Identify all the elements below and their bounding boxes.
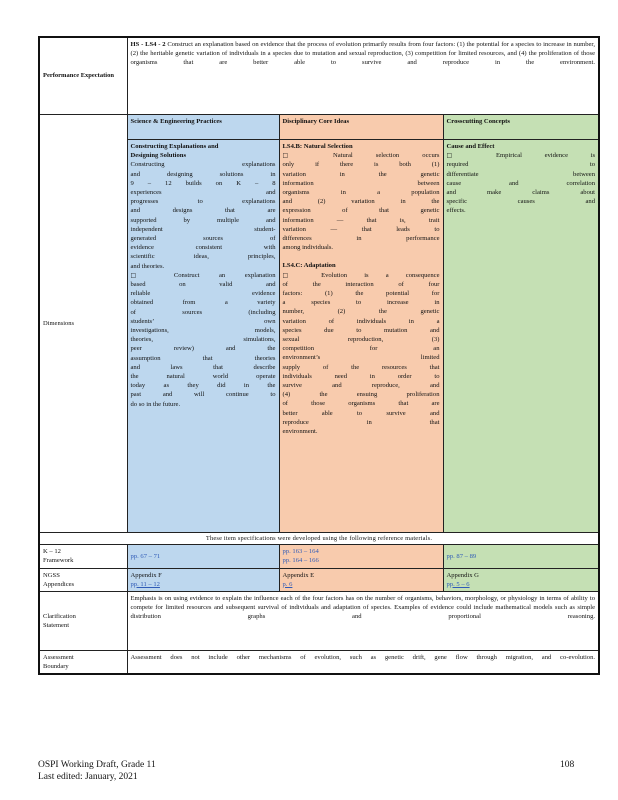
ccc-line: effects. (446, 207, 466, 215)
sep-text-line: evidence consistent with (130, 244, 276, 252)
sep-text-line: and designs that are (130, 207, 276, 215)
footer-edited-date: Last edited: January, 2021 (38, 771, 138, 782)
pe-statement: Construct an explanation based on evidence that the process of evolution primarily results from four factors: (1) the potential for a species to increase in number, (2) the heritable genetic variation of individuals in a species due to mutation and sexual reproduction, (3) competition for limited resources, and (4) the proliferation of those organisms that are better able to survive and reproduce in the environment. (130, 41, 596, 67)
dci-ls4c-line: a species to increase in (282, 299, 440, 307)
ngss-dci-ref-link[interactable]: p. 6 (282, 580, 293, 588)
dci-ls4c-line: of those organisms that are (282, 400, 440, 408)
k12-label-line: K – 12 (43, 548, 61, 556)
ngss-ccc (443, 568, 599, 591)
dci-ls4c-line: reproduce in that (282, 418, 440, 426)
sep-bullet-line: students’ own (130, 317, 276, 325)
ngss-ccc-appendix: Appendix G (446, 571, 479, 579)
sep-text-line: Constructing explanations (130, 161, 276, 169)
dci-ls4b-line: and (2) variation in the (282, 198, 440, 206)
ngss-sep-appendix: Appendix F (130, 571, 162, 579)
k12-dci-ref[interactable]: pp. 163 – 164 (282, 548, 319, 556)
sep-header: Science & Engineering Practices (127, 115, 279, 140)
dci-ls4c-line: (4) the ensuing proliferation (282, 391, 440, 399)
sep-title: Constructing Explanations and (130, 143, 219, 150)
dci-ls4b-line: organisms in a population (282, 189, 440, 197)
ccc-body (443, 140, 599, 533)
assessment-text: Assessment does not include other mechanisms of evolution, such as genetic drift, gene flow through migration, and co-evolution. (127, 651, 599, 675)
ngss-dci-appendix: Appendix E (282, 571, 315, 579)
dci-ls4c-line: factors: (1) the potential for (282, 290, 440, 298)
k12-sep-ref-text[interactable]: pp. 67 – 71 (130, 552, 161, 560)
sep-bullet-line: □ Construct an explanation (130, 271, 276, 279)
clarification-label-line: Statement (43, 622, 69, 630)
ccc-line: and make claims about (446, 189, 596, 197)
clarification-label-line: Clarification (43, 612, 76, 620)
k12-label (39, 545, 127, 568)
dci-ls4b-title: LS4.B: Natural Selection (282, 143, 353, 150)
dci-ls4c-line: survive and reproduce, and (282, 382, 440, 390)
sep-bullet-line: peer review) and the (130, 345, 276, 353)
ccc-line: required to (446, 161, 596, 169)
assessment-row (39, 651, 599, 675)
sep-bullet-line: today as they did in the (130, 382, 276, 390)
sep-bullet-line: obtained from a variety (130, 299, 276, 307)
dci-ls4c-line: species due to mutation and (282, 326, 440, 334)
k12-dci-refs (279, 545, 443, 568)
dci-ls4b-line: information — that is, trait (282, 216, 440, 224)
dci-ls4c-line: better able to survive and (282, 409, 440, 417)
sep-bullet-line: of sources (including (130, 308, 276, 316)
assessment-label-line: Assessment (43, 654, 74, 662)
dci-ls4b-line: variation — that leads to (282, 225, 440, 233)
dci-ls4c-line: competition for an (282, 345, 440, 353)
ccc-line: specific causes and (446, 198, 596, 206)
sep-bullet-line: investigations, models, (130, 327, 276, 335)
ngss-label (39, 568, 127, 591)
ngss-label-line: Appendices (43, 580, 75, 588)
k12-row (39, 545, 599, 568)
pe-row (39, 37, 599, 115)
dci-ls4c-line: individuals need in order to (282, 372, 440, 380)
sep-body (127, 140, 279, 533)
dci-body (279, 140, 443, 533)
dci-ls4c-line: □ Evolution is a consequence (282, 271, 440, 279)
sep-text-line: independent student- (130, 225, 276, 233)
sep-bullet-line: based on valid and (130, 281, 276, 289)
sep-title: Designing Solutions (130, 152, 187, 160)
dci-ls4b-line: only if there is both (1) (282, 161, 440, 169)
ccc-line: differentiate between (446, 170, 596, 178)
dimension-headers (39, 115, 599, 140)
sep-bullet-line: assumption that theories (130, 354, 276, 362)
page-number: 108 (560, 760, 575, 770)
dci-ls4b-line: information between (282, 179, 440, 187)
clarification-row (39, 592, 599, 651)
pe-code: HS - LS4 - 2 (130, 41, 166, 48)
dci-ls4c-line: environment. (282, 428, 318, 436)
dci-ls4c-line: supply of the resources that (282, 363, 440, 371)
sep-bullet-line: and laws that describe (130, 363, 276, 371)
square-bullet-icon: □ (130, 271, 174, 279)
ngss-ccc-ref-link[interactable]: pp. 5 – 6 (446, 580, 470, 588)
dci-ls4b-text (283, 151, 440, 252)
dci-ls4c-title: LS4.C: Adaptation (282, 262, 336, 270)
ccc-line: □ Empirical evidence is (446, 152, 596, 160)
k12-sep-ref[interactable] (127, 545, 279, 568)
clarification-label (39, 592, 127, 651)
sep-text-line: 9 – 12 builds on K – 8 (130, 179, 276, 187)
dci-ls4c-line: sexual reproduction, (3) (282, 336, 440, 344)
sep-text-line: generated sources of (130, 235, 276, 243)
k12-label-line: Framework (43, 557, 74, 565)
page-footer (38, 760, 156, 783)
ngss-dci (279, 568, 443, 591)
sep-bullet-line: do so in the future. (130, 400, 181, 408)
sep-bullet-line: the natural world operate (130, 373, 276, 381)
sep-bullet-line: past and will continue to (130, 391, 276, 399)
item-specification-table (38, 36, 600, 675)
dci-ls4b-line: variation in the genetic (282, 170, 440, 178)
dci-ls4b-line: differences in performance (282, 235, 440, 243)
reference-intro-row (39, 533, 599, 545)
sep-text-line: and designing solutions in (130, 170, 276, 178)
k12-ccc-ref-text[interactable]: pp. 87 – 89 (446, 552, 477, 560)
ngss-row (39, 568, 599, 591)
sep-text-line: experiences and (130, 189, 276, 197)
dci-ls4c-line: environment’s limited (282, 354, 440, 362)
assessment-label (39, 651, 127, 675)
ngss-sep-ref-link[interactable]: pp. 11 – 12 (130, 580, 160, 588)
sep-text-line: progresses to explanations (130, 198, 276, 206)
ccc-text (447, 151, 596, 215)
ccc-header: Crosscutting Concepts (443, 115, 599, 140)
dci-ls4c-line: variation of individuals in a (282, 317, 440, 325)
dci-ls4c-line: of the interaction of four (282, 280, 440, 288)
sep-text-line: supported by multiple and (130, 216, 276, 224)
square-bullet-icon: □ (282, 152, 333, 160)
ngss-sep (127, 568, 279, 591)
reference-intro: These item specifications were developed using the following reference materials. (39, 533, 599, 545)
dci-ls4c-text (283, 271, 440, 437)
dci-ls4b-line: expression of that genetic (282, 207, 440, 215)
dimensions-label: Dimensions (39, 115, 127, 533)
ccc-title: Cause and Effect (446, 143, 495, 150)
sep-bullet-text (131, 271, 276, 409)
footer-draft-label: OSPI Working Draft, Grade 11 (38, 760, 156, 770)
assessment-label-line: Boundary (43, 663, 69, 671)
ngss-label-line: NGSS (43, 571, 60, 579)
dci-header: Disciplinary Core Ideas (279, 115, 443, 140)
sep-text-line: scientific ideas, principles, (130, 253, 276, 261)
clarification-text: Emphasis is on using evidence to explain the influence each of the four factors has on the number of organisms, behaviors, morphology, or physiology in terms of ability to compete for limited resources and subsequent survival of individuals and adaptation of species. Examples of evidence could include mathematical models such as simple distribution graphs and proportional reasoning. (127, 592, 599, 651)
k12-dci-ref[interactable]: pp. 164 – 166 (282, 557, 319, 565)
k12-ccc-ref[interactable] (443, 545, 599, 568)
sep-bullet-line: reliable evidence (130, 290, 276, 298)
dci-ls4b-line: □ Natural selection occurs (282, 152, 440, 160)
pe-text (127, 37, 599, 115)
sep-text-line: and theories. (130, 262, 165, 270)
square-bullet-icon: □ (446, 152, 496, 160)
ccc-line: cause and correlation (446, 179, 596, 187)
square-bullet-icon: □ (282, 271, 322, 279)
dci-ls4b-line: among individuals. (282, 244, 334, 252)
sep-text (131, 160, 276, 270)
dci-ls4c-line: number, (2) the genetic (282, 308, 440, 316)
pe-label: Performance Expectation (39, 37, 127, 115)
sep-bullet-line: theories, simulations, (130, 336, 276, 344)
